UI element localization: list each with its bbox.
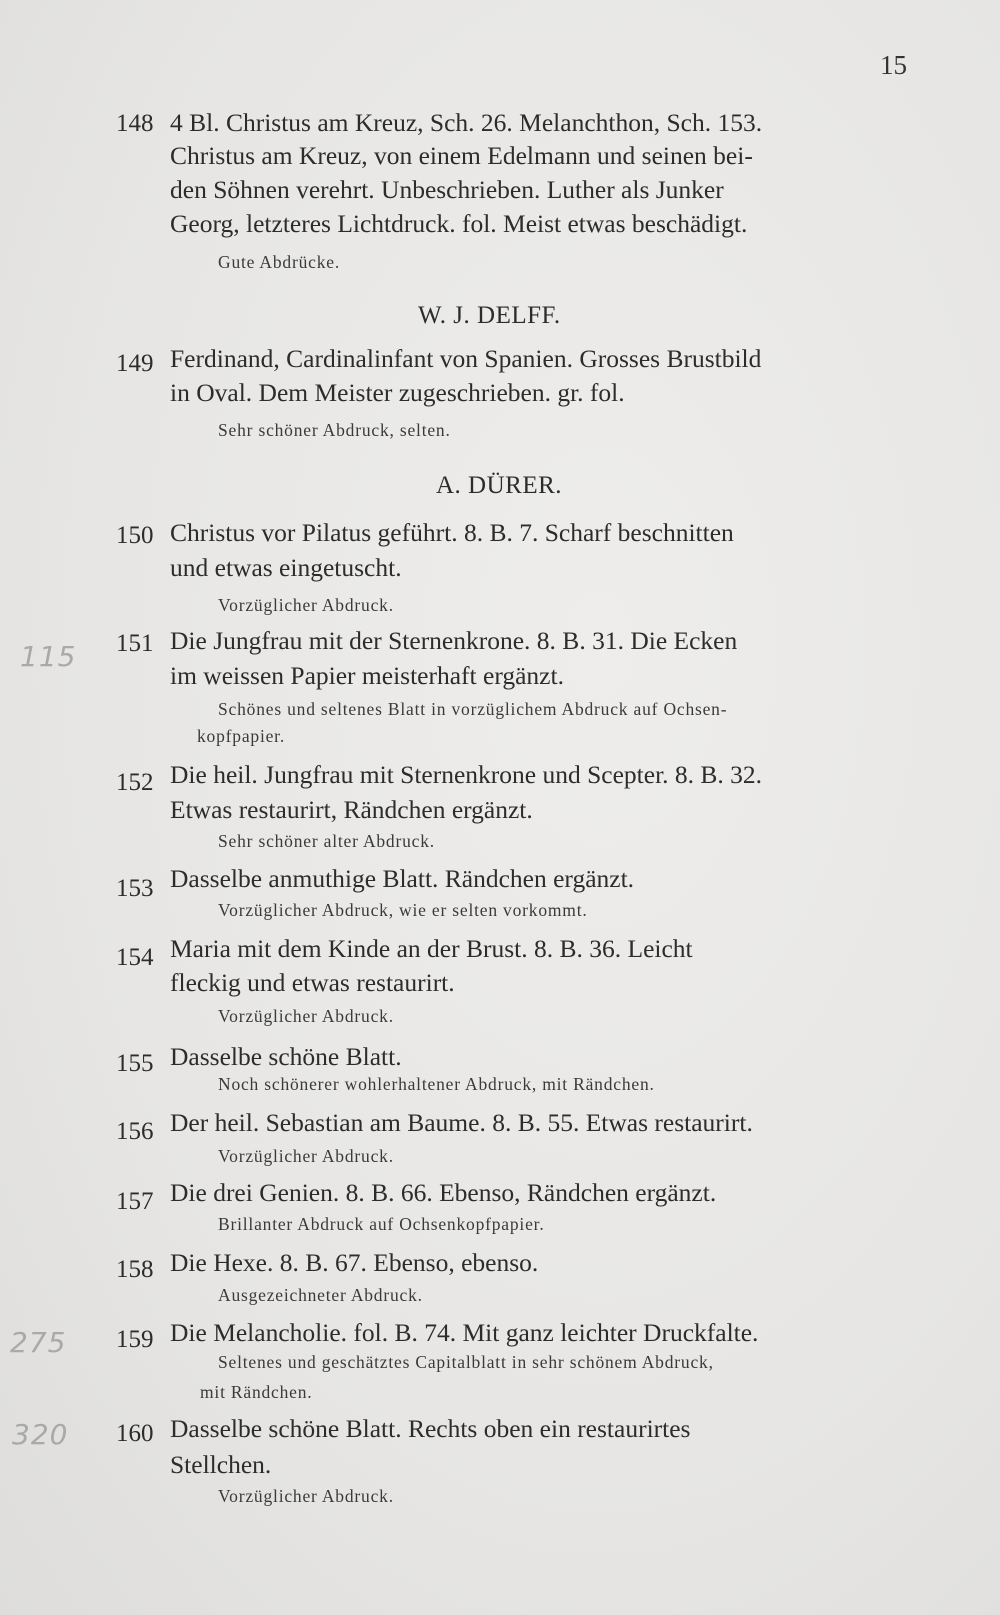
entry-text-line: im weissen Papier meisterhaft ergänzt. — [170, 661, 564, 690]
entry-number: 149 — [116, 350, 154, 377]
entry-number: 155 — [116, 1050, 154, 1077]
entry-note: Vorzüglicher Abdruck. — [218, 1146, 394, 1166]
entry-text-line: Ferdinand, Cardinalinfant von Spanien. Grosses Brustbild — [170, 344, 762, 373]
entry-note: kopfpapier. — [197, 726, 286, 746]
entry-note: Gute Abdrücke. — [218, 252, 341, 272]
margin-note-pencil: 275 — [10, 1326, 67, 1359]
entry-note: Sehr schöner Abdruck, selten. — [218, 420, 451, 440]
entry-number: 156 — [116, 1118, 154, 1145]
entry-text-line: in Oval. Dem Meister zugeschrieben. gr. fol. — [170, 378, 625, 407]
entry-note: Brillanter Abdruck auf Ochsenkopfpapier. — [218, 1214, 545, 1234]
entry-text-line: und etwas eingetuscht. — [170, 553, 402, 582]
margin-note-pencil: 320 — [12, 1418, 69, 1451]
entry-text-line: Georg, letzteres Lichtdruck. fol. Meist etwas beschädigt. — [170, 209, 748, 238]
entry-text-line: 4 Bl. Christus am Kreuz, Sch. 26. Melanchthon, Sch. 153. — [170, 108, 763, 137]
entry-note: Noch schönerer wohlerhaltener Abdruck, mit Rändchen. — [218, 1074, 655, 1094]
entry-note: Sehr schöner alter Abdruck. — [218, 831, 435, 851]
entry-text-line: Die drei Genien. 8. B. 66. Ebenso, Rändchen ergänzt. — [170, 1178, 717, 1207]
entry-text-line: fleckig und etwas restaurirt. — [170, 968, 455, 997]
entry-note: Schönes und seltenes Blatt in vorzüglichem Abdruck auf Ochsen- — [218, 699, 728, 719]
section-heading-durer: A. DÜRER. — [436, 472, 563, 499]
entry-text-line: Christus vor Pilatus geführt. 8. B. 7. Scharf beschnitten — [170, 518, 734, 547]
entry-note: Ausgezeichneter Abdruck. — [218, 1285, 423, 1305]
entry-text-line: Christus am Kreuz, von einem Edelmann und seinen bei- — [170, 141, 753, 170]
entry-note: Vorzüglicher Abdruck. — [218, 1486, 394, 1506]
entry-text-line: Etwas restaurirt, Rändchen ergänzt. — [170, 795, 533, 824]
entry-text-line: Die Hexe. 8. B. 67. Ebenso, ebenso. — [170, 1248, 539, 1277]
section-heading-delff: W. J. DELFF. — [418, 302, 561, 329]
entry-text-line: Die Melancholie. fol. B. 74. Mit ganz leichter Druckfalte. — [170, 1318, 759, 1347]
entry-number: 159 — [116, 1326, 154, 1353]
entry-text-line: Dasselbe schöne Blatt. — [170, 1042, 402, 1071]
entry-number: 148 — [116, 110, 154, 137]
entry-text-line: Dasselbe schöne Blatt. Rechts oben ein restaurirtes — [170, 1414, 691, 1443]
entry-note: Vorzüglicher Abdruck, wie er selten vorkommt. — [218, 900, 588, 920]
margin-note-pencil: 115 — [20, 640, 77, 673]
entry-note: Vorzüglicher Abdruck. — [218, 1006, 394, 1026]
entry-text-line: Die heil. Jungfrau mit Sternenkrone und Scepter. 8. B. 32. — [170, 760, 763, 789]
entry-number: 150 — [116, 522, 154, 549]
entry-text-line: den Söhnen verehrt. Unbeschrieben. Luther als Junker — [170, 175, 724, 204]
entry-text-line: Die Jungfrau mit der Sternenkrone. 8. B. 31. Die Ecken — [170, 626, 738, 655]
entry-number: 157 — [116, 1188, 154, 1215]
entry-note: Seltenes und geschätztes Capitalblatt in sehr schönem Abdruck, — [218, 1352, 714, 1372]
entry-text-line: Maria mit dem Kinde an der Brust. 8. B. 36. Leicht — [170, 934, 693, 963]
entry-number: 153 — [116, 875, 154, 902]
entry-number: 152 — [116, 769, 154, 796]
entry-number: 154 — [116, 944, 154, 971]
entry-note: mit Rändchen. — [200, 1382, 313, 1402]
entry-number: 158 — [116, 1256, 154, 1283]
page-number: 15 — [880, 50, 907, 80]
entry-number: 160 — [116, 1420, 154, 1447]
entry-number: 151 — [116, 630, 154, 657]
entry-text-line: Dasselbe anmuthige Blatt. Rändchen ergänzt. — [170, 864, 635, 893]
entry-note: Vorzüglicher Abdruck. — [218, 595, 394, 615]
entry-text-line: Der heil. Sebastian am Baume. 8. B. 55. Etwas restaurirt. — [170, 1108, 753, 1137]
entry-text-line: Stellchen. — [170, 1450, 272, 1479]
